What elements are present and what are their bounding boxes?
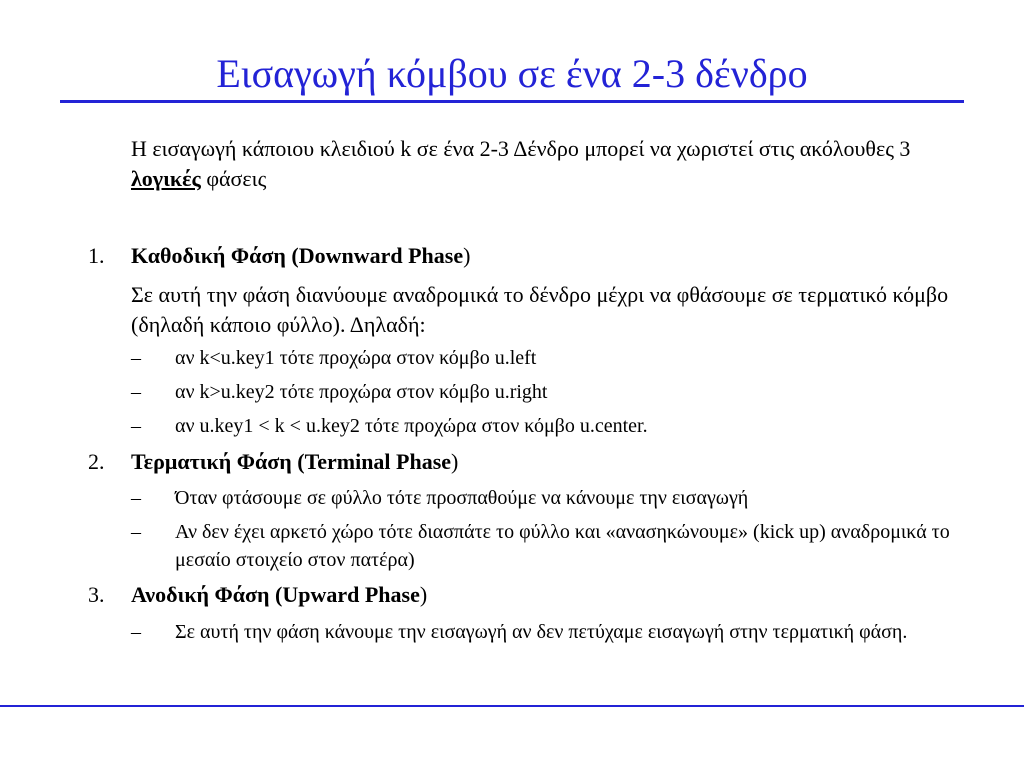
list-item-text: Σε αυτή την φάση κάνουμε την εισαγωγή αν δεν πετύχαμε εισαγωγή στην τερματική φάση. (175, 621, 908, 643)
phase-paragraph: Σε αυτή την φάση διανύουμε αναδρομικά το δένδρο μέχρι να φθάσουμε σε τερματικό κόμβο (δηλαδή κάποιο φύλλο). Δηλαδή: (131, 282, 949, 337)
list-item-text: Όταν φτάσουμε σε φύλλο τότε προσπαθούμε να κάνουμε την εισαγωγή (175, 487, 749, 509)
phase-english-name: (Downward Phase (291, 243, 464, 268)
bullet-dash: – (131, 415, 141, 437)
title-underline (60, 100, 964, 103)
bullet-dash: – (131, 487, 141, 509)
slide-title: Εισαγωγή κόμβου σε ένα 2-3 δένδρο (216, 51, 808, 96)
phase-heading-3 (88, 580, 988, 610)
list-item (131, 378, 951, 406)
bullet-dash: – (131, 347, 141, 369)
phase-english-name: (Upward Phase (275, 582, 420, 607)
phase-number: 1. (88, 243, 105, 268)
intro-emphasis: λογικές (131, 166, 201, 191)
intro-text-end: φάσεις (200, 166, 267, 191)
phase-close-paren: ) (419, 582, 428, 607)
list-item (131, 484, 951, 512)
phase-heading-1 (88, 241, 988, 271)
phase-name: Καθοδική Φάση (131, 243, 286, 268)
list-item-text: αν u.key1 < k < u.key2 τότε προχώρα στον κόμβο u.center. (175, 415, 648, 437)
list-item (131, 518, 951, 574)
list-item-text: αν k>u.key2 τότε προχώρα στον κόμβο u.right (175, 381, 548, 403)
footer-rule (0, 705, 1024, 707)
list-item (131, 344, 951, 372)
phase-close-paren: ) (463, 243, 471, 268)
phase-number: 3. (88, 582, 105, 607)
phase-close-paren: ) (451, 449, 459, 474)
phase-name: Ανοδική Φάση (131, 582, 270, 607)
list-item-text: Αν δεν έχει αρκετό χώρο τότε διασπάτε το φύλλο και «ανασηκώνουμε» (kick up) αναδρομικά το μεσαίο στοιχείο στον πατέρα) (175, 521, 950, 571)
intro-paragraph (131, 134, 971, 194)
phase-english-name: (Terminal Phase (297, 449, 452, 474)
bullet-dash: – (131, 381, 141, 403)
intro-text: Η εισαγωγή κάποιου κλειδιού k σε ένα 2-3 Δένδρο μπορεί να χωριστεί στις ακόλουθες 3 (131, 136, 911, 161)
list-item (131, 412, 951, 440)
bullet-dash: – (131, 521, 141, 543)
list-item (131, 618, 951, 646)
phase-name: Τερματική Φάση (131, 449, 292, 474)
phase-heading-2 (88, 447, 988, 477)
bullet-dash: – (131, 621, 141, 643)
list-item-text: αν k<u.key1 τότε προχώρα στον κόμβο u.left (175, 347, 537, 369)
phase-number: 2. (88, 449, 105, 474)
